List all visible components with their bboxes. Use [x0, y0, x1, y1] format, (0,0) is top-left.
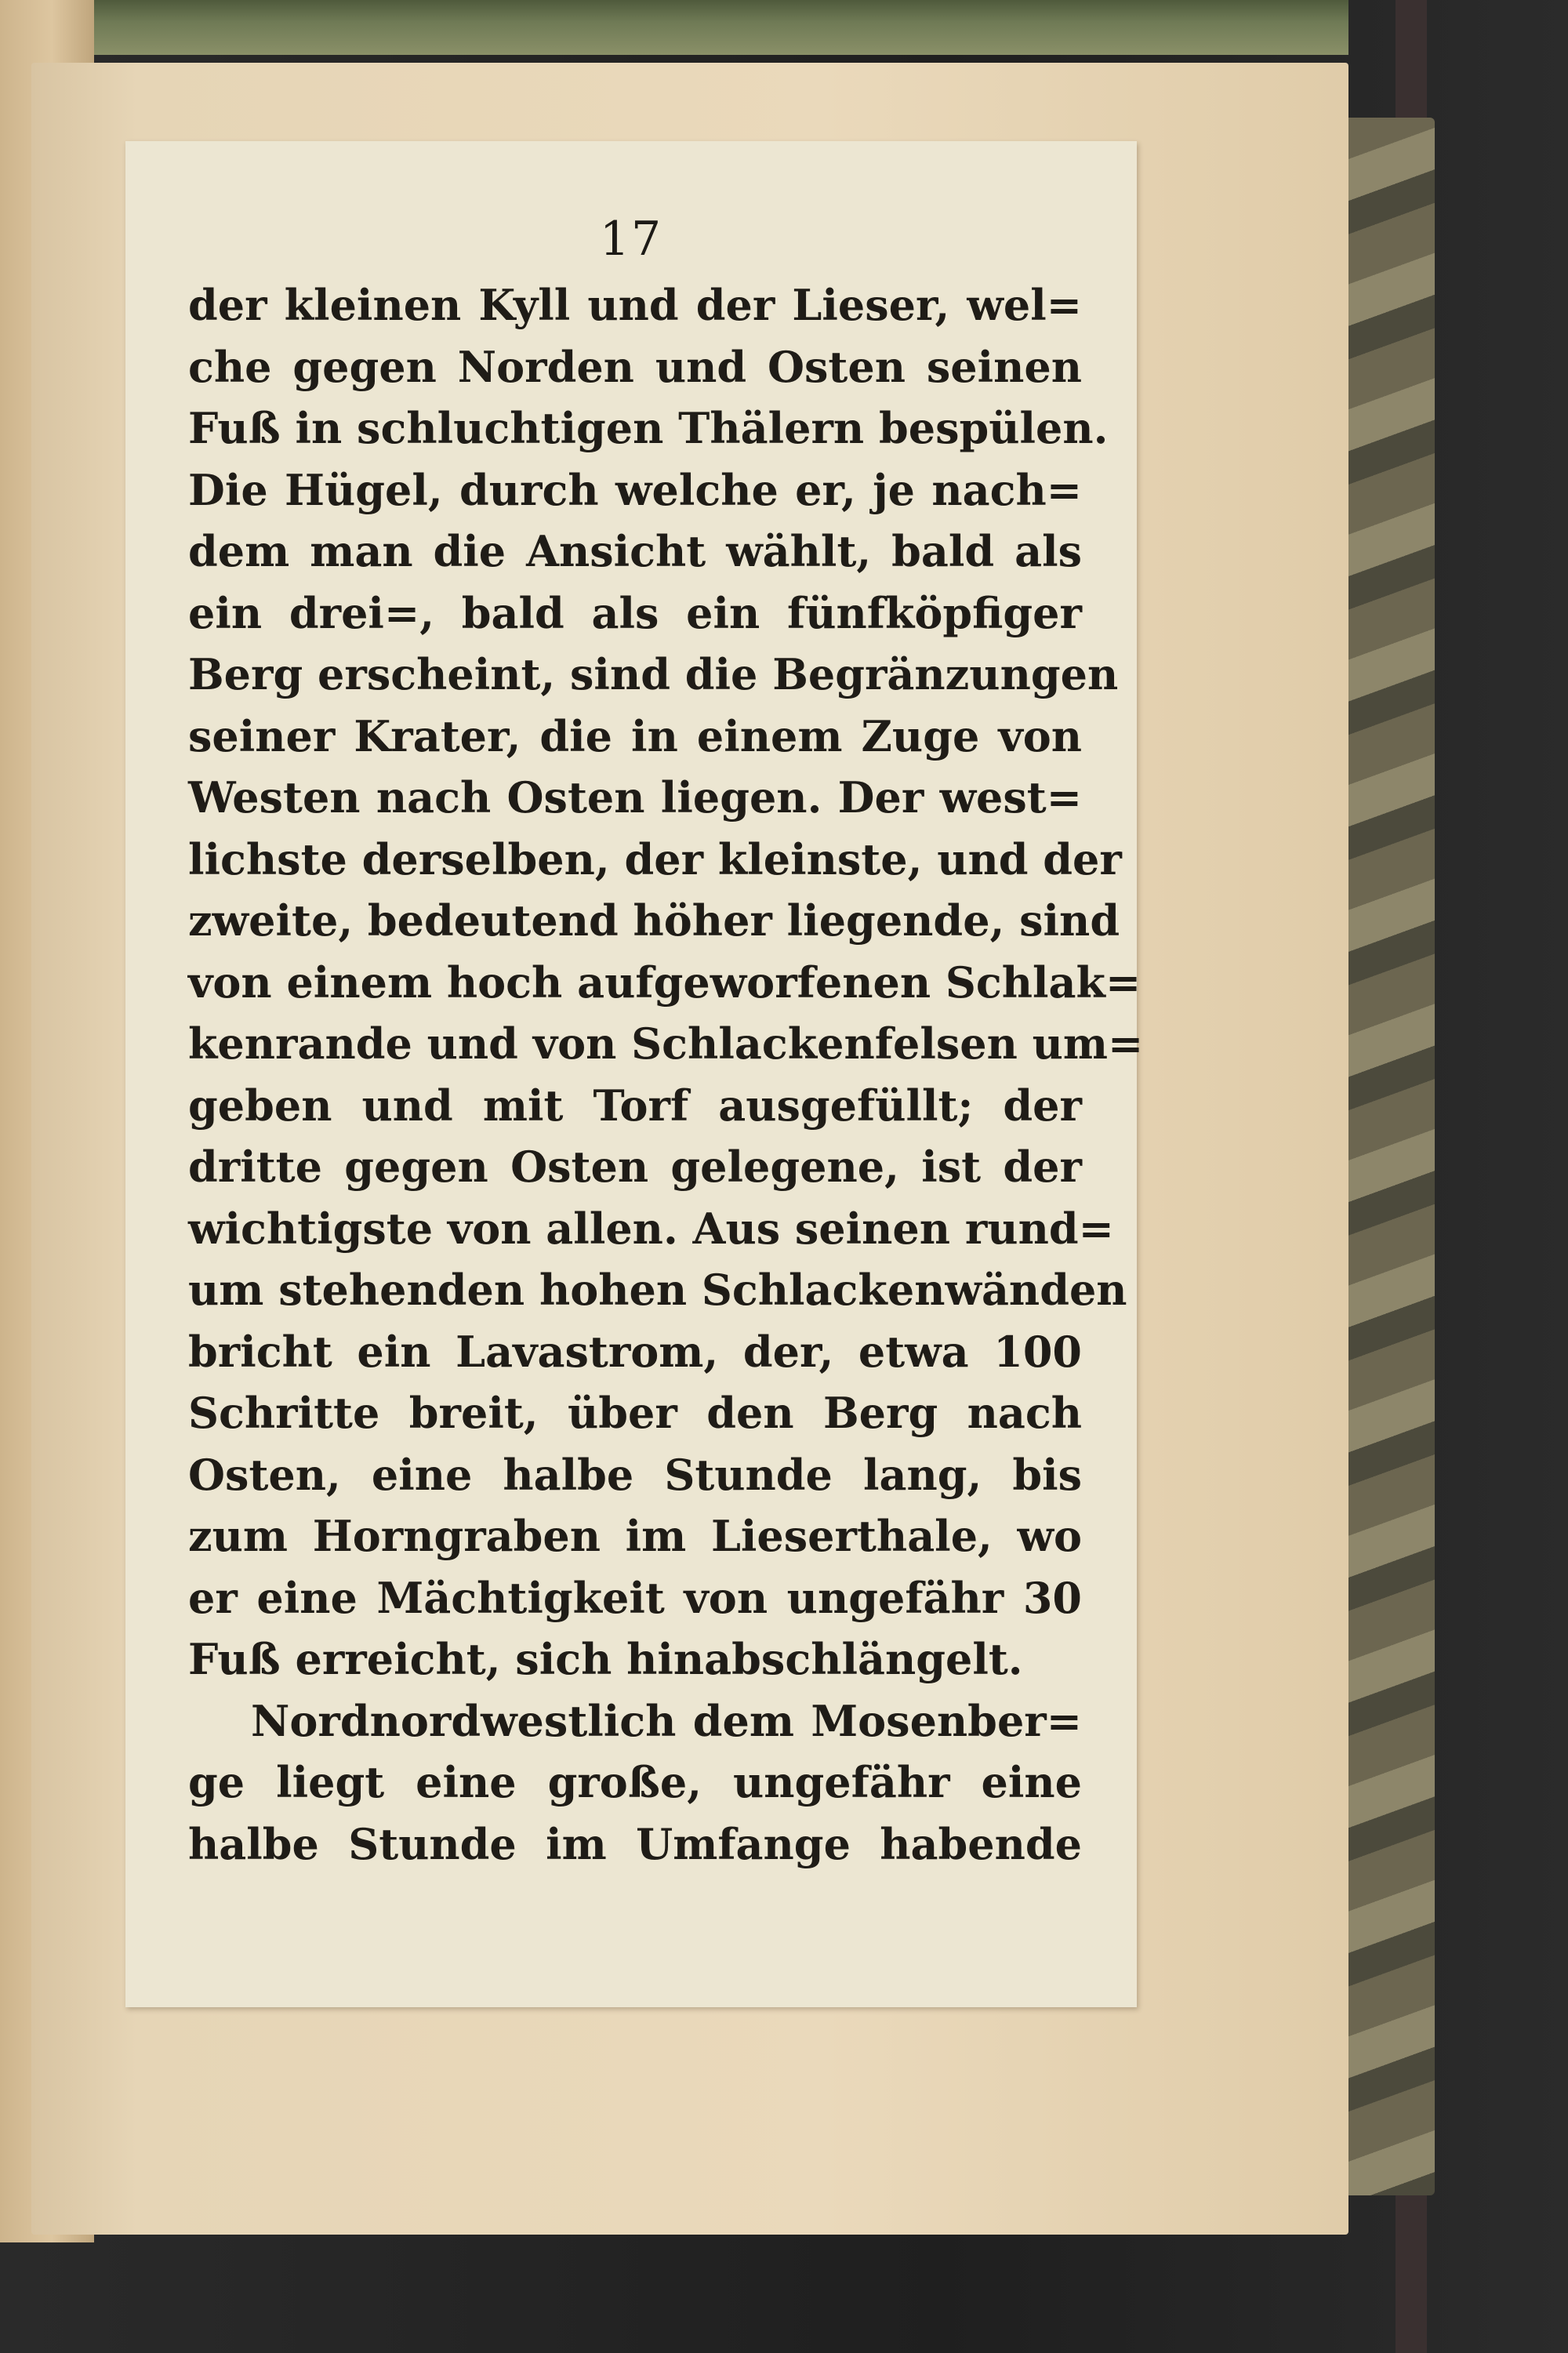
- page-text: [188, 274, 1144, 1875]
- text-line: zweite, bedeutend höher liegende, sind: [188, 895, 1120, 946]
- text-line: halbe Stunde im Umfange habende: [188, 1818, 1082, 1869]
- text-line: geben und mit Torf ausgefüllt; der: [188, 1080, 1082, 1131]
- book-page: [31, 63, 1348, 2235]
- text-line: ein drei=, bald als ein fünfköpfiger: [188, 587, 1082, 638]
- text-line: der kleinen Kyll und der Lieser, wel=: [188, 280, 1082, 330]
- text-line: wichtigste von allen. Aus seinen rund=: [188, 1203, 1114, 1254]
- text-line: von einem hoch aufgeworfenen Schlak=: [188, 957, 1142, 1008]
- text-line: dem man die Ansicht wählt, bald als: [188, 526, 1082, 576]
- text-line: seiner Krater, die in einem Zuge von: [188, 710, 1082, 761]
- text-line: Nordnordwestlich dem Mosenber=: [251, 1695, 1082, 1746]
- text-line: Schritte breit, über den Berg nach: [188, 1388, 1082, 1438]
- text-line: er eine Mächtigkeit von ungefähr 30: [188, 1572, 1082, 1623]
- text-line: zum Horngraben im Lieserthale, wo: [188, 1511, 1082, 1561]
- page-edge-top: [0, 0, 1348, 55]
- page-number: 17: [599, 212, 663, 267]
- text-line: Osten, eine halbe Stunde lang, bis: [188, 1449, 1082, 1500]
- text-line: lichste derselben, der kleinste, und der: [188, 833, 1122, 884]
- text-line: che gegen Norden und Osten seinen: [188, 341, 1082, 392]
- text-line: Fuß in schluchtigen Thälern bespülen.: [188, 403, 1109, 453]
- text-line: Fuß erreicht, sich hinabschlängelt.: [188, 1634, 1023, 1684]
- text-line: Die Hügel, durch welche er, je nach=: [188, 464, 1082, 515]
- text-line: Westen nach Osten liegen. Der west=: [188, 772, 1082, 822]
- text-line: dritte gegen Osten gelegene, ist der: [188, 1142, 1082, 1192]
- text-line: ge liegt eine große, ungefähr eine: [188, 1757, 1082, 1807]
- pasted-text-slip: [125, 141, 1144, 2007]
- text-line: kenrande und von Schlackenfelsen um=: [188, 1019, 1144, 1069]
- text-line: bricht ein Lavastrom, der, etwa 100: [188, 1326, 1082, 1377]
- text-line: Berg erscheint, sind die Begränzungen: [188, 649, 1119, 699]
- text-line: um stehenden hohen Schlackenwänden: [188, 1265, 1127, 1315]
